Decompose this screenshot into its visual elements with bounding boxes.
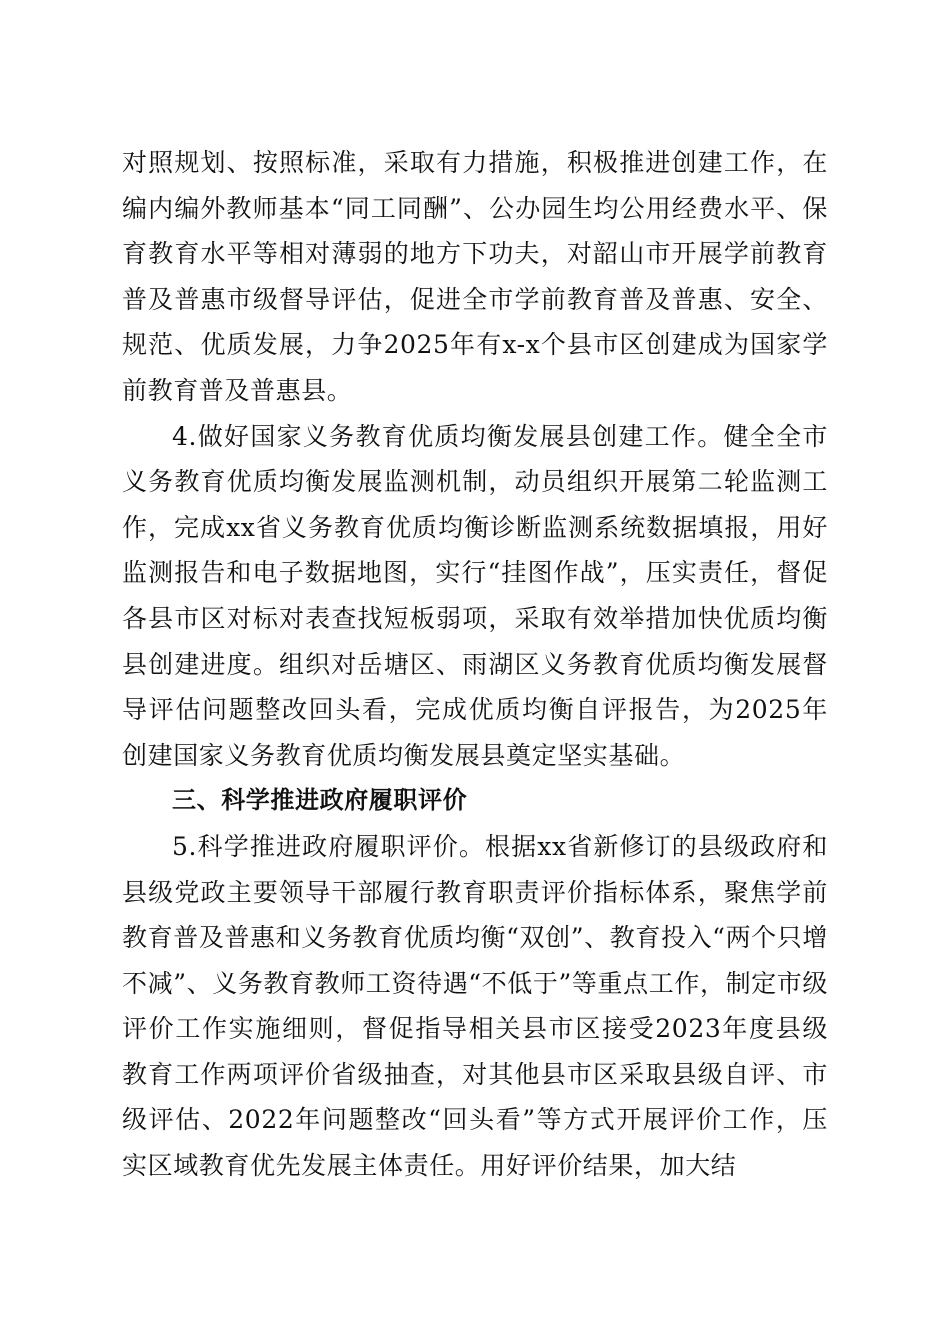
paragraph-item-5: 5.科学推进政府履职评价。根据xx省新修订的县级政府和县级党政主要领导干部履行教育职责评价指标体系，聚焦学前教育普及普惠和义务教育优质均衡“双创”、教育投入“两个只增不减”、义务教育教师工资待遇“不低于”等重点工作，制定市级评价工作实施细则，督促指导相关县市区接受2023年度县级教育工作两项评价省级抽查，对其他县市区采取县级自评、市级评估、2022年问题整改“回头看”等方式开展评价工作，压实区域教育优先发展主体责任。用好评价结果，加大结 (122, 831, 828, 1181)
section-heading-3: 三、科学推进政府履职评价 (172, 786, 468, 815)
paragraph-continuation: 对照规划、按照标准，采取有力措施，积极推进创建工作，在编内编外教师基本“同工同酬”、公办园生均公用经费水平、保育教育水平等相对薄弱的地方下功夫，对韶山市开展学前教育普及普惠市级督导评估，促进全市学前教育普及普惠、安全、规范、优质发展，力争2025年有x-x个县市区创建成为国家学前教育普及普惠县。 (122, 148, 828, 405)
paragraph-item-4: 4.做好国家义务教育优质均衡发展县创建工作。健全全市义务教育优质均衡发展监测机制，动员组织开展第二轮监测工作，完成xx省义务教育优质均衡诊断监测系统数据填报，用好监测报告和电子数据地图，实行“挂图作战”，压实责任，督促各县市区对标对表查找短板弱项，采取有效举措加快优质均衡县创建进度。组织对岳塘区、雨湖区义务教育优质均衡发展督导评估问题整改回头看，完成优质均衡自评报告，为2025年创建国家义务教育优质均衡发展县奠定坚实基础。 (122, 421, 828, 770)
document-body (122, 140, 828, 1189)
